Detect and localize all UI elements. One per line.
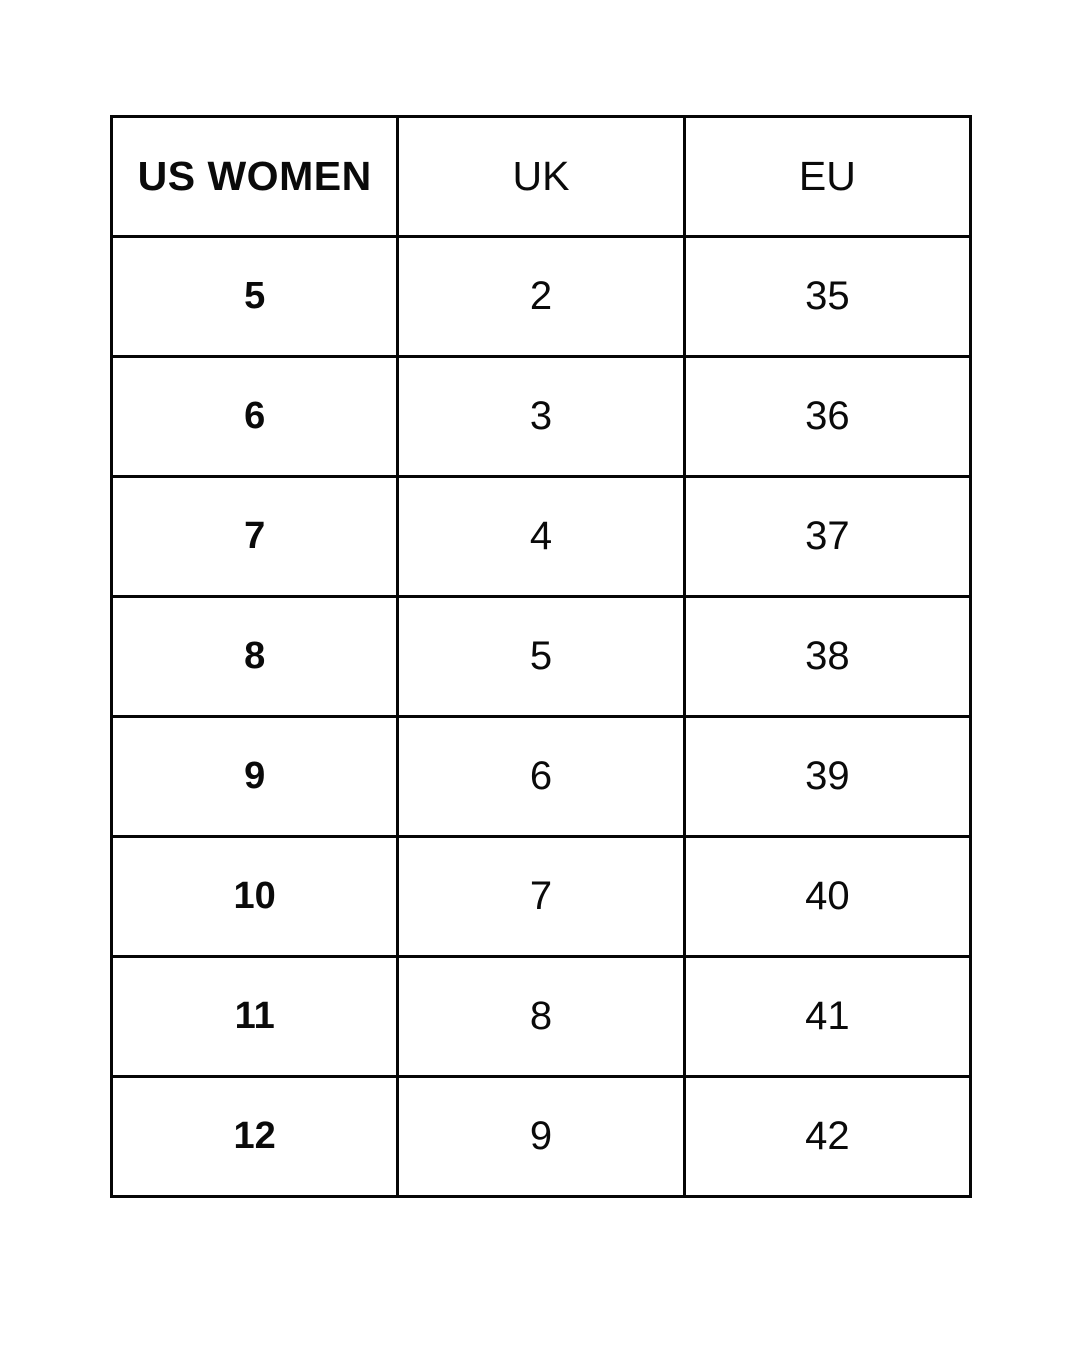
cell-uk: 2 — [398, 237, 684, 357]
cell-eu: 37 — [684, 477, 970, 597]
cell-us-women: 6 — [112, 357, 398, 477]
header-eu: EU — [684, 117, 970, 237]
cell-us-women: 11 — [112, 957, 398, 1077]
cell-eu: 35 — [684, 237, 970, 357]
cell-us-women: 9 — [112, 717, 398, 837]
cell-us-women: 5 — [112, 237, 398, 357]
table-body — [112, 237, 971, 1197]
table-row — [112, 477, 971, 597]
table-row — [112, 237, 971, 357]
table-row — [112, 1077, 971, 1197]
table-row — [112, 837, 971, 957]
cell-us-women: 12 — [112, 1077, 398, 1197]
cell-uk: 8 — [398, 957, 684, 1077]
cell-uk: 6 — [398, 717, 684, 837]
cell-uk: 4 — [398, 477, 684, 597]
cell-uk: 5 — [398, 597, 684, 717]
table-row — [112, 357, 971, 477]
cell-eu: 42 — [684, 1077, 970, 1197]
header-row — [112, 117, 971, 237]
cell-eu: 40 — [684, 837, 970, 957]
size-conversion-table — [110, 115, 972, 1198]
table-row — [112, 957, 971, 1077]
cell-eu: 39 — [684, 717, 970, 837]
cell-eu: 38 — [684, 597, 970, 717]
header-us-women: US WOMEN — [112, 117, 398, 237]
cell-uk: 7 — [398, 837, 684, 957]
cell-us-women: 10 — [112, 837, 398, 957]
cell-us-women: 8 — [112, 597, 398, 717]
table-row — [112, 597, 971, 717]
cell-us-women: 7 — [112, 477, 398, 597]
cell-eu: 36 — [684, 357, 970, 477]
header-uk: UK — [398, 117, 684, 237]
table-row — [112, 717, 971, 837]
cell-uk: 9 — [398, 1077, 684, 1197]
cell-uk: 3 — [398, 357, 684, 477]
cell-eu: 41 — [684, 957, 970, 1077]
